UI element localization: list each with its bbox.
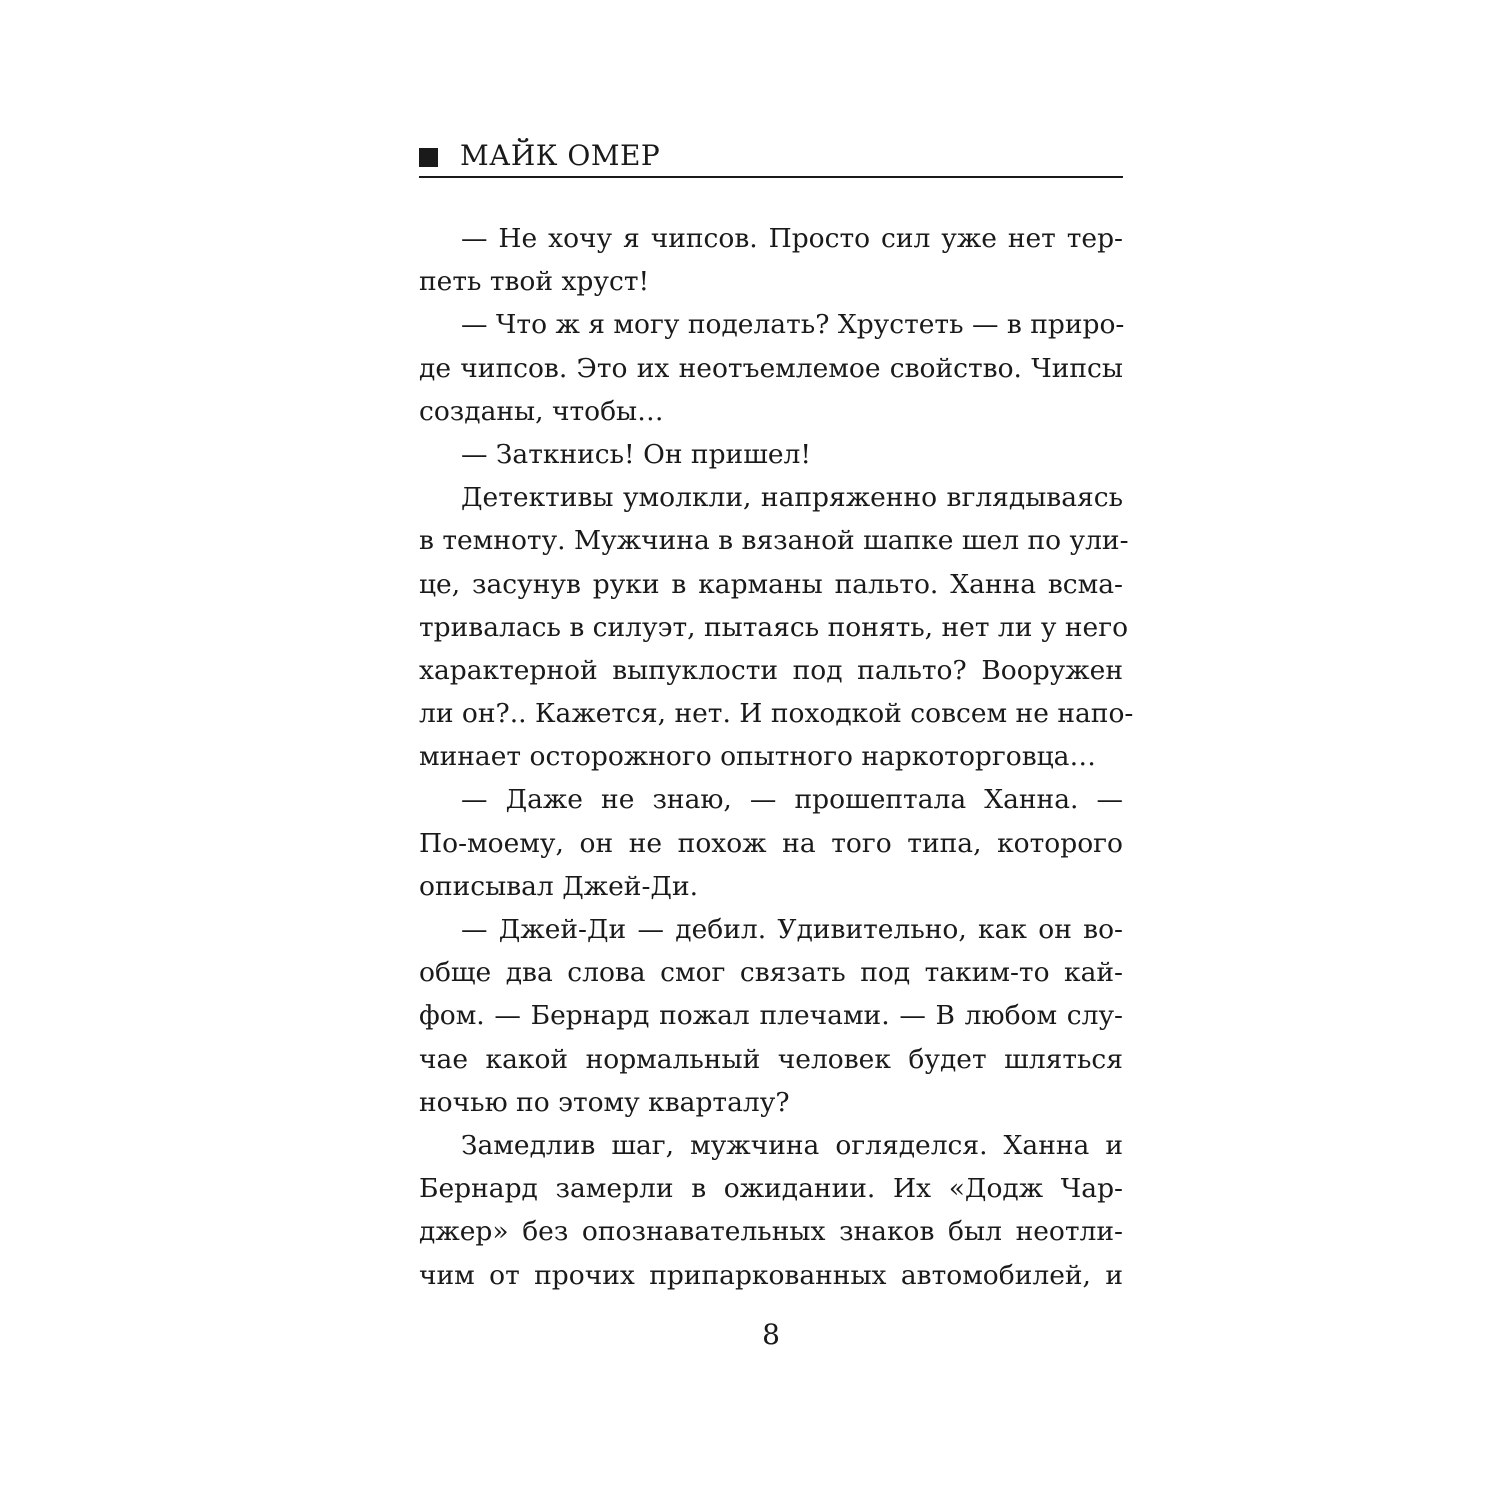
text-line: обще два слова смог связать под таким-то кай- — [419, 957, 1123, 989]
text-line: созданы, чтобы… — [419, 395, 664, 427]
text-line: характерной выпуклости под пальто? Вооружен — [419, 654, 1123, 686]
text-line: чим от прочих припаркованных автомобилей, и — [419, 1259, 1123, 1291]
text-line: джер» без опознавательных знаков был неотли- — [419, 1216, 1123, 1248]
text-line: фом. — Бернард пожал плечами. — В любом слу- — [419, 1000, 1123, 1032]
text-line: — Даже не знаю, — прошептала Ханна. — — [461, 784, 1123, 816]
text-line: ночью по этому кварталу? — [419, 1086, 790, 1118]
book-page — [419, 138, 1134, 1297]
text-line: Детективы умолкли, напряженно вглядываясь — [461, 482, 1123, 514]
text-line: чае какой нормальный человек будет шляться — [419, 1043, 1123, 1075]
text-line: — Не хочу я чипсов. Просто сил уже нет тер- — [461, 223, 1123, 254]
text-line: це, засунув руки в карманы пальто. Ханна всма- — [419, 568, 1123, 600]
text-line: Замедлив шаг, мужчина огляделся. Ханна и — [461, 1129, 1123, 1161]
text-line: описывал Джей-Ди. — [419, 870, 699, 902]
header-square-bullet-icon — [419, 148, 438, 167]
text-line: минает осторожного опытного наркоторговца… — [419, 741, 1096, 773]
header-author-name: МАЙК ОМЕР — [460, 139, 661, 172]
text-line: ли он?.. Кажется, нет. И походкой совсем не напо- — [419, 698, 1134, 730]
text-line: тривалась в силуэт, пытаясь понять, нет ли у него — [419, 611, 1129, 643]
running-header — [419, 138, 1123, 178]
text-line: — Заткнись! Он пришел! — [461, 438, 812, 470]
text-line: — Джей-Ди — дебил. Удивительно, как он во- — [461, 914, 1123, 945]
text-line: По-моему, он не похож на того типа, которого — [419, 827, 1123, 859]
text-line: петь твой хруст! — [419, 266, 650, 298]
text-line: де чипсов. Это их неотъемлемое свойство. Чипсы — [419, 352, 1123, 384]
text-line: в темноту. Мужчина в вязаной шапке шел по ули- — [419, 525, 1129, 557]
text-line: — Что ж я могу поделать? Хрустеть — в приро- — [461, 309, 1125, 341]
body-text — [419, 217, 1134, 1297]
text-line: Бернард замерли в ожидании. Их «Додж Чар- — [419, 1173, 1123, 1205]
page-number: 8 — [762, 1318, 780, 1351]
